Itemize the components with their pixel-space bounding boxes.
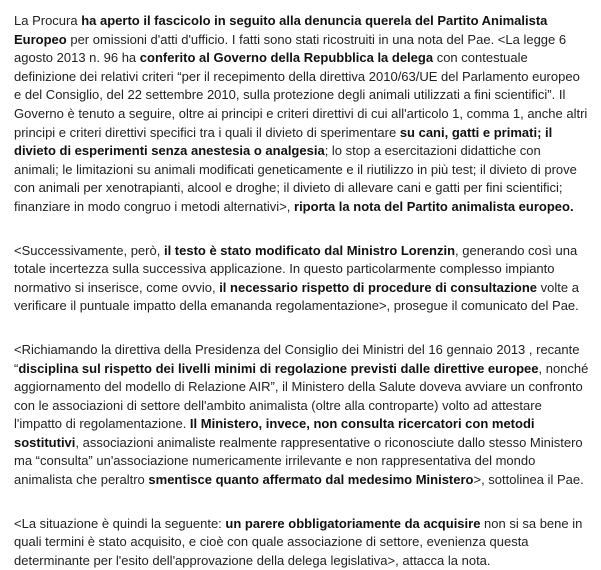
text-run: per omissioni d'atti d'ufficio. I fatti sono stati ricostruiti in una nota del Pae. <La legge 6 agosto 2013 n. 96 ha bbox=[14, 31, 567, 66]
text-run: ; lo stop a esercitazioni didattiche con animali; le limitazioni su animali modificati geneticamente e il riutilizzo in più test; il divieto di prove con animali per xenotrapianti, alcool e droghe; il divieto di allevare cani e gatti per fini scientifici; finanziare in modo congruo i metodi alternativi>, bbox=[14, 143, 577, 214]
text-run: non si sa bene in quali termini è stato acquisito, e cioè con quale associazione di settore, evenienza questa determinante per l'esito dell'approvazione della delega legislativa>, attacca la nota. bbox=[14, 515, 583, 568]
text-run: <Successivamente, però, bbox=[14, 242, 164, 258]
bold-text-run: disciplina sul rispetto dei livelli minimi di regolazione previsti dalle direttive europee bbox=[18, 360, 539, 376]
text-run: , generando così una totale incertezza sulla successiva applicazione. In questo particolarmente complesso impianto normativo si inserisce, come ovvio, bbox=[14, 242, 578, 295]
article-paragraph-1 bbox=[14, 12, 589, 217]
bold-text-run: riporta la nota del Partito animalista europeo. bbox=[294, 198, 574, 214]
text-run: <Richiamando la direttiva della Presidenza del Consiglio dei Ministri del 16 gennaio 2013 , recante “ bbox=[14, 341, 580, 376]
article-paragraph-2 bbox=[14, 242, 589, 316]
text-run: <La situazione è quindi la seguente: bbox=[14, 515, 226, 531]
bold-text-run: il testo è stato modificato dal Ministro Lorenzin bbox=[163, 242, 456, 258]
text-run: volte a verificare il puntuale impatto della emananda regolamentazione>, prosegue il comunicato del Pae. bbox=[14, 279, 579, 314]
text-run: La Procura bbox=[14, 13, 82, 28]
bold-text-run: il necessario rispetto di procedure di consultazione bbox=[219, 279, 538, 295]
text-run: , nonché aggiornamento del modello di Relazione AIR”, il Ministero della Salute doveva avviare un confronto con le associazioni di settore dell'ambito animalista (oltre alla controparte) volto ad attestare l'impatto di regolamentazione. bbox=[14, 360, 589, 432]
text-run: >, sottolinea il Pae. bbox=[473, 472, 584, 488]
bold-text-run: conferito al Governo della Repubblica la delega bbox=[139, 50, 434, 66]
text-run: con contestuale definizione dei relativi criteri “per il recepimento della direttiva 2010/63/UE del Parlamento europeo e del Consiglio, del 22 settembre 2010, sulla protezione degli animali utilizzati a fini scientifici”. Il Governo è tenuto a seguire, oltre ai principi e criteri direttivi di cui all'articolo 1, comma 1, anche altri principi e criteri direttivi specifici tra i quali il divieto di sperimentare bbox=[14, 50, 588, 140]
bold-text-run: su cani, gatti e primati; il divieto di esperimenti senza anestesia o analgesia bbox=[14, 124, 553, 159]
bold-text-run: smentisce quanto affermato dal medesimo Ministero bbox=[148, 472, 474, 488]
bold-text-run: Il Ministero, invece, non consulta ricercatori con metodi sostitutivi bbox=[14, 416, 535, 450]
bold-text-run: ha aperto il fascicolo in seguito alla denuncia querela del Partito Animalista Europeo bbox=[14, 13, 548, 47]
text-run: , associazioni animaliste realmente rappresentative o riconosciute dallo stesso Ministero ma “consulta” un'associazione numericamente irrilevante e non rappresentativa del mondo animalista che peraltro bbox=[14, 434, 583, 488]
article-paragraph-3 bbox=[14, 341, 589, 490]
bold-text-run: un parere obbligatoriamente da acquisire bbox=[225, 515, 481, 531]
